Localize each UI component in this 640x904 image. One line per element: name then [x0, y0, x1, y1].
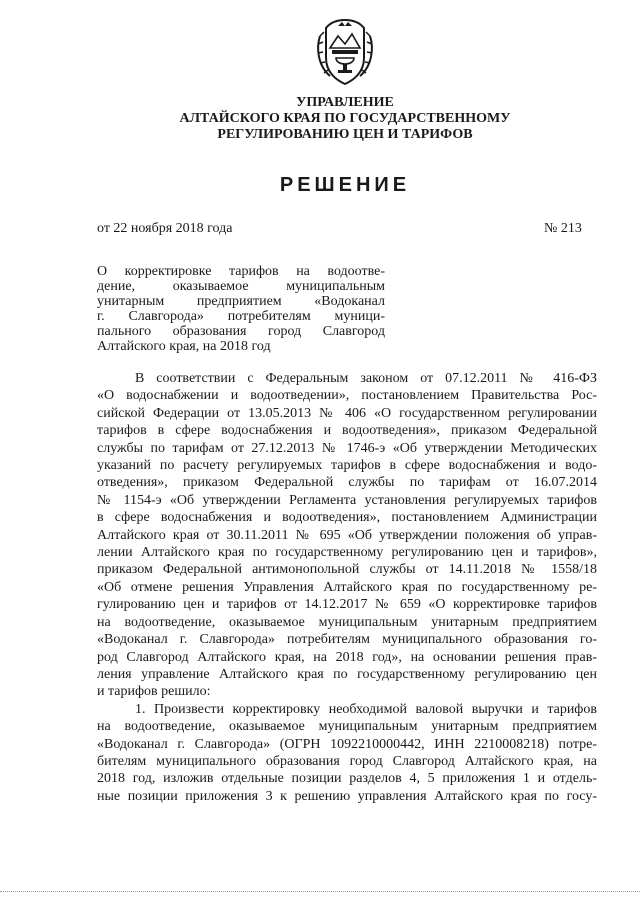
body-line: ные позиции приложения 3 к решению управления Алтайского края по госу-	[97, 788, 597, 804]
body-line: «Об отмене решения Управления Алтайского края по государственному ре-	[97, 579, 597, 595]
body-line: и тарифов решило:	[97, 684, 211, 700]
body-line: приказом Федеральной антимонопольной службы от 14.11.2018 № 1558/18	[97, 562, 597, 578]
body-line: № 1154-э «Об утверждении Регламента установления регулируемых тарифов	[97, 492, 597, 508]
subject-line: пального образования город Славгород	[97, 324, 385, 339]
body-line: отведения», приказом Федеральной службы по тарифам от 16.07.2014	[97, 475, 597, 491]
body-line: В соответствии с Федеральным законом от 07.12.2011 № 416-ФЗ	[135, 371, 597, 386]
organization-header	[150, 95, 540, 143]
body-line: Алтайского края от 30.11.2011 № 695 «Об утверждении положения об управ-	[97, 527, 597, 543]
body-line: род Славгород Алтайского края, на 2018 год», на основании решения прав-	[97, 649, 597, 665]
body-line: «Водоканал г. Славгорода» потребителям муниципального образования го-	[97, 632, 597, 648]
body-line: на водоотведение, оказываемое муниципальным унитарным предприятием	[97, 614, 597, 630]
body-line: ления управление Алтайского края по государственному регулированию цен	[97, 666, 597, 682]
org-line: АЛТАЙСКОГО КРАЯ ПО ГОСУДАРСТВЕННОМУ	[179, 111, 511, 126]
body-line: тарифов в сфере водоснабжения и водоотведения», приказом Федеральной	[97, 423, 597, 439]
document-body	[97, 370, 597, 805]
subject-line: О корректировке тарифов на водоотве-	[97, 264, 385, 279]
document-subject	[97, 264, 385, 354]
body-line: в сфере водоснабжения и водоотведения», постановлением Администрации	[97, 510, 597, 526]
body-line: 2018 год, изложив отдельные позиции разделов 4, 5 приложения 1 и отдель-	[97, 771, 597, 787]
org-line: РЕГУЛИРОВАНИЮ ЦЕН И ТАРИФОВ	[217, 127, 473, 142]
subject-line: унитарным предприятием «Водоканал	[97, 294, 385, 309]
body-line: «Водоканал г. Славгорода» (ОГРН 1092210000442, ИНН 2210008218) потре-	[97, 736, 597, 752]
subject-line: г. Славгорода» потребителям муници-	[97, 309, 385, 324]
body-line: указаний по расчету регулируемых тарифов в сфере водоснабжения и водо-	[97, 458, 597, 474]
body-line: сийской Федерации от 13.05.2013 № 406 «О государственном регулировании	[97, 405, 597, 421]
subject-line: Алтайского края, на 2018 год	[97, 339, 271, 354]
document-date: от 22 ноября 2018 года	[97, 221, 233, 236]
body-line: «О водоснабжении и водоотведении», постановлением Правительства Рос-	[97, 388, 597, 404]
document-title: РЕШЕНИЕ	[279, 174, 411, 196]
body-line: службы по тарифам от 27.12.2013 № 1746-э «Об утверждении Методических	[97, 440, 597, 456]
body-line: бителям муниципального образования город Славгород Алтайского края, на	[97, 753, 597, 769]
org-line: УПРАВЛЕНИЕ	[296, 95, 394, 110]
body-line: лении Алтайского края по государственному регулированию цен и тарифов»,	[97, 545, 597, 561]
body-line: на водоотведение, оказываемое муниципальным унитарным предприятием	[97, 719, 597, 735]
body-line: гулированию цен и тарифов от 14.12.2017 № 659 «О корректировке тарифов	[97, 597, 597, 613]
document-number: № 213	[544, 221, 582, 236]
subject-line: дение, оказываемое муниципальным	[97, 279, 385, 294]
coat-of-arms-icon	[314, 18, 376, 86]
page-bottom-divider	[0, 891, 640, 892]
body-line: 1. Произвести корректировку необходимой валовой выручки и тарифов	[135, 701, 597, 717]
